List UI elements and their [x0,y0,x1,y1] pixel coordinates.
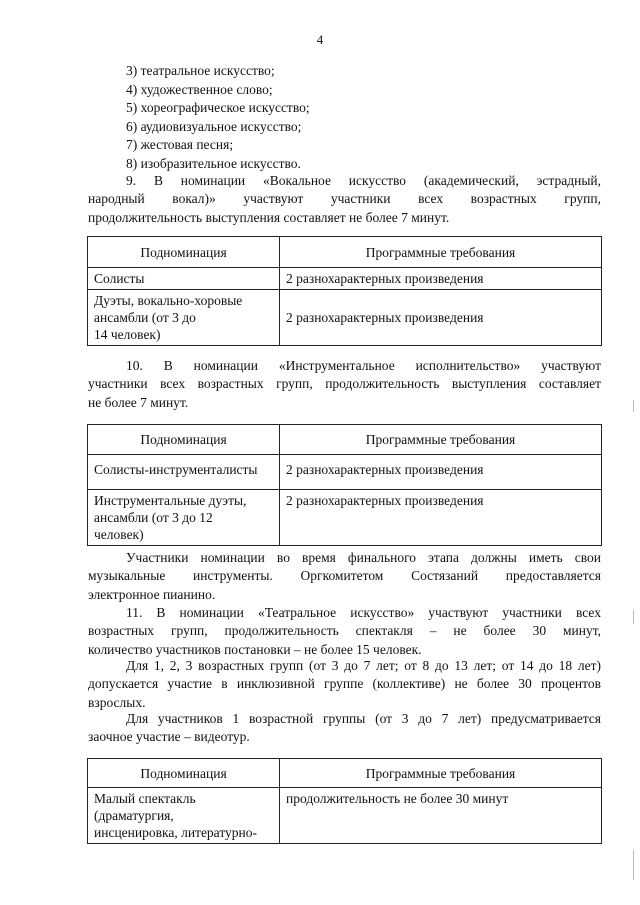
paragraph-line: 9. В номинации «Вокальное искусство (академический, эстрадный, [126,173,601,188]
table-cell: Солисты-инструменталисты [88,455,280,490]
list-item: 8) изобразительное искусство. [126,155,301,171]
paragraph-line: возрастных групп, продолжительность спектакля – не более 30 минут, [88,623,601,639]
table-row [88,268,602,290]
paragraph-line: взрослых. [88,694,146,710]
table-cell: 2 разнохарактерных произведения [280,490,602,546]
page-number: 4 [316,32,324,47]
table-header-cell: Подноминация [88,759,280,788]
scan-mark [633,400,634,412]
table-cell: 2 разнохарактерных произведения [280,268,602,290]
table-cell: продолжительность не более 30 минут [280,788,602,844]
paragraph-line: 11. В номинации «Театральное искусство» участвуют участники всех [126,605,601,620]
table-header-cell: Подноминация [88,237,280,268]
table-row [88,455,602,490]
paragraph-line: Для участников 1 возрастной группы (от 3 до 7 лет) предусматривается [126,711,601,726]
paragraph-line: допускается участие в инклюзивной группе (коллективе) не более 30 процентов [88,676,601,692]
table-cell: 2 разнохарактерных произведения [280,290,602,346]
instrumental-table [87,424,602,546]
vocal-table [87,236,602,346]
paragraph-11 [88,604,601,659]
table-row [88,788,602,844]
list-item: 4) художественное слово; [126,81,273,97]
table-cell: Солисты [88,268,280,290]
paragraph-age-groups [88,657,601,712]
table-header-cell: Программные требования [280,759,602,788]
paragraph-10 [88,357,601,412]
scan-mark [633,850,634,880]
paragraph-line: не более 7 минут. [88,394,189,410]
paragraph-line: народный вокал)» участвуют участники всех возрастных групп, [88,191,601,207]
table-header-cell: Программные требования [280,425,602,455]
paragraph-9 [88,172,601,227]
table-row [88,490,602,546]
paragraph-line: количество участников постановки – не более 15 человек. [88,641,422,657]
table-cell: Дуэты, вокально-хоровые ансамбли (от 3 до 14 человек) [88,290,280,346]
paragraph-line: заочное участие – видеотур. [88,729,250,745]
paragraph-line: 10. В номинации «Инструментальное исполнительство» участвуют [126,358,601,373]
paragraph-first-group [88,710,601,747]
list-item: 3) театральное искусство; [126,63,275,78]
list-item: 6) аудиовизуальное искусство; [126,118,302,134]
table-cell: 2 разнохарактерных произведения [280,455,602,490]
paragraph-line: Для 1, 2, 3 возрастных групп (от 3 до 7 лет; от 8 до 13 лет; от 14 до 18 лет) [126,658,601,673]
scan-mark [633,610,634,624]
table-cell: Малый спектакль (драматургия, инсценировка, литературно- [88,788,280,844]
list-item: 5) хореографическое искусство; [126,100,310,115]
table-row [88,290,602,346]
paragraph-line: музыкальные инструменты. Оргкомитетом Состязаний предоставляется [88,568,601,584]
table-header-cell: Программные требования [280,237,602,268]
theatre-table [87,758,602,844]
table-header-cell: Подноминация [88,425,280,455]
paragraph-line: электронное пианино. [88,586,216,602]
paragraph-line: участники всех возрастных групп, продолжительность выступления составляет [88,376,601,392]
paragraph-line: Участники номинации во время финального этапа должны иметь свои [126,550,601,565]
paragraph-line: продолжительность выступления составляет не более 7 минут. [88,209,450,225]
nomination-list [126,62,310,173]
table-cell: Инструментальные дуэты, ансамбли (от 3 до 12 человек) [88,490,280,546]
paragraph-participants [88,549,601,604]
list-item: 7) жестовая песня; [126,137,234,152]
